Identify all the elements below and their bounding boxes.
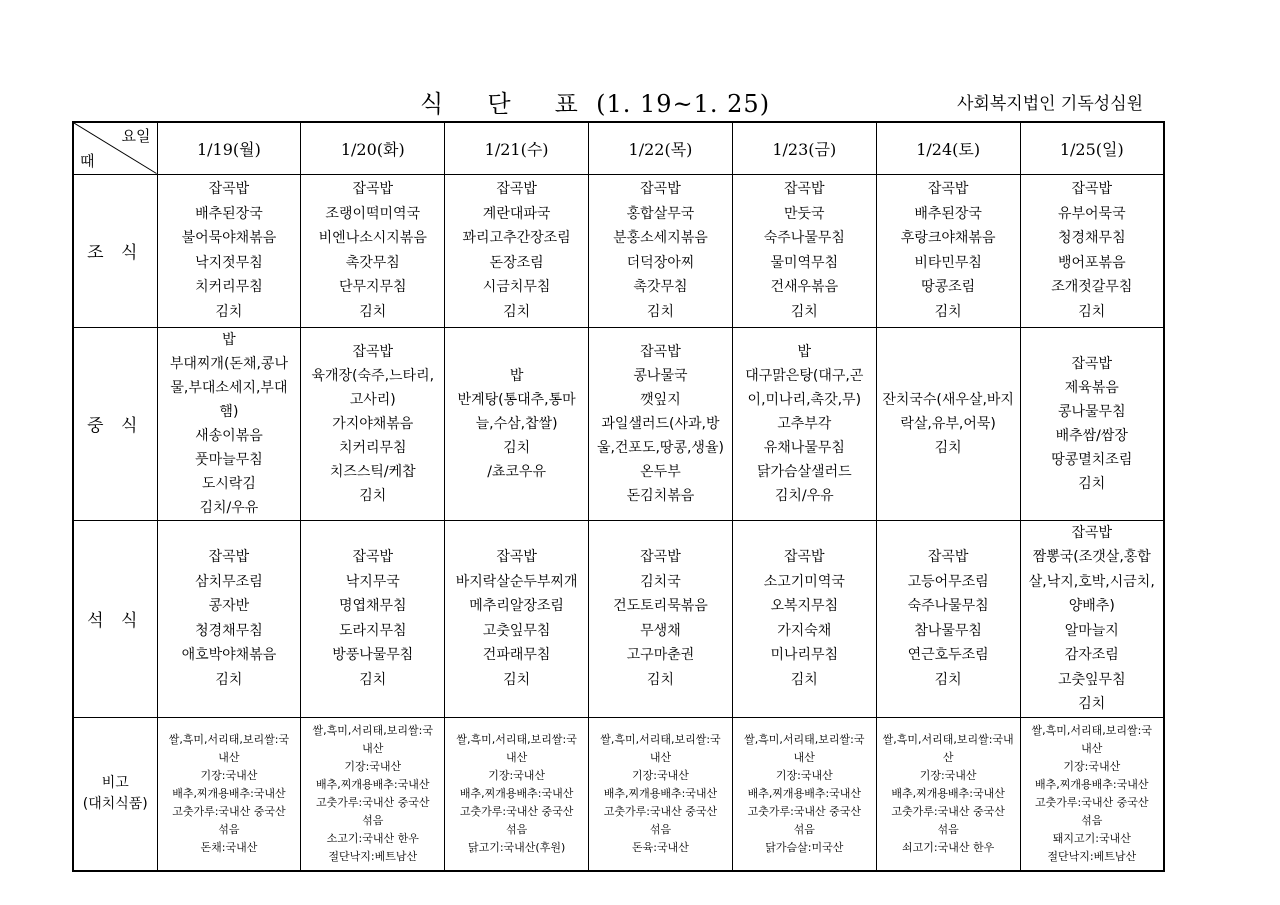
dish-line: 고춧잎무침 bbox=[1057, 671, 1126, 688]
dish-line: 무생채 bbox=[640, 622, 681, 639]
origin-line: 돈채:국내산 bbox=[200, 840, 258, 854]
menu-cell bbox=[1020, 327, 1164, 520]
dish-line: 잡곡밥 bbox=[352, 181, 394, 197]
origin-line: 닭가슴살:미국산 bbox=[765, 840, 844, 854]
dish-line: 김치 bbox=[934, 303, 962, 320]
menu-cell bbox=[1020, 520, 1164, 717]
origin-line: 절단낙지:베트남산 bbox=[1047, 849, 1137, 863]
dish-line: 살,낙지,호박,시금치, bbox=[1028, 573, 1155, 590]
dish-line: 잡곡밥 bbox=[208, 549, 250, 565]
dish-line: 울,건포도,땅콩,생율) bbox=[596, 439, 724, 456]
dish-line: 숙주나물무침 bbox=[763, 230, 845, 246]
menu-cell bbox=[876, 717, 1020, 871]
dish-line: 잔치국수(새우살,바지 bbox=[882, 391, 1014, 408]
dish-line: 땅콩조림 bbox=[921, 279, 976, 295]
dish-line: 건파래무침 bbox=[482, 647, 551, 663]
origin-line: 내산 bbox=[362, 741, 384, 755]
dish-line: 콩나물국 bbox=[633, 367, 688, 384]
origin-line: 소고기:국내산 한우 bbox=[326, 831, 419, 845]
dish-line: 알마늘지 bbox=[1064, 622, 1119, 639]
dish-line: 닭가슴살샐러드 bbox=[756, 463, 852, 480]
origin-line: 기장:국내산 bbox=[1063, 759, 1121, 773]
dish-line: 도시락김 bbox=[201, 475, 256, 492]
dish-line: 분홍소세지볶음 bbox=[613, 230, 708, 246]
menu-cell bbox=[1020, 174, 1164, 327]
dish-line: 촉갓무침 bbox=[633, 279, 688, 295]
dish-line: 육개장(숙주,느타리, bbox=[311, 367, 435, 384]
origin-line: 배추,찌개용배추:국내산 bbox=[891, 786, 1005, 800]
dish-line: 늘,수삼,찹쌀) bbox=[475, 415, 558, 432]
dish-line: 김치 bbox=[359, 671, 387, 688]
dish-line: 온두부 bbox=[640, 463, 681, 480]
dish-line: 잡곡밥 bbox=[352, 549, 394, 565]
origin-line: 고춧가루:국내산 중국산 bbox=[316, 795, 430, 809]
dish-line: 잡곡밥 bbox=[208, 181, 250, 197]
dish-line: 애호박야채볶음 bbox=[181, 647, 277, 663]
dish-line: 김치 bbox=[503, 671, 531, 688]
dish-line: 김치 bbox=[359, 303, 387, 320]
dish-line: 고사리) bbox=[349, 391, 396, 408]
origin-line: 고춧가루:국내산 중국산 bbox=[172, 804, 286, 818]
menu-cell bbox=[876, 520, 1020, 717]
origin-line: 쌀,흑미,서리태,보리쌀:국 bbox=[600, 732, 721, 746]
dish-line: 감자조림 bbox=[1064, 647, 1119, 663]
day-header: 1/22(목) bbox=[589, 122, 733, 174]
dish-line: 단무지무침 bbox=[338, 279, 407, 295]
dish-line: 밥 bbox=[797, 343, 812, 360]
dish-line: 새송이볶음 bbox=[195, 427, 263, 444]
origin-line: 내산 bbox=[505, 750, 528, 764]
origin-line: 고춧가루:국내산 중국산 bbox=[459, 804, 574, 818]
dish-line: 꽈리고추간장조림 bbox=[462, 230, 571, 246]
menu-cell bbox=[157, 520, 301, 717]
dish-line: 반계탕(통대추,통마 bbox=[457, 391, 576, 408]
dish-line: 김치 bbox=[790, 303, 818, 320]
origin-line: 고춧가루:국내산 중국산 bbox=[891, 804, 1005, 818]
dish-line: 풋마늘무침 bbox=[195, 451, 263, 468]
dish-line: 김치 bbox=[1078, 303, 1106, 320]
dish-line: 메추리알장조림 bbox=[469, 598, 564, 614]
menu-cell bbox=[876, 327, 1020, 520]
origin-line: 섞음 bbox=[218, 822, 240, 836]
origin-line: 쌀,흑미,서리태,보리쌀:국 bbox=[1031, 723, 1153, 737]
origin-line: 산 bbox=[942, 750, 954, 764]
dish-line: 햄) bbox=[219, 403, 239, 420]
menu-cell bbox=[1020, 717, 1164, 871]
breakfast-row bbox=[73, 174, 1164, 327]
dish-line: 미나리무침 bbox=[770, 647, 839, 663]
dish-line: 유채나물무침 bbox=[763, 439, 845, 456]
dish-line: 잡곡밥 bbox=[496, 549, 537, 565]
origin-line: 배추,찌개용배추:국내산 bbox=[1035, 777, 1149, 791]
dish-line: 잡곡밥 bbox=[784, 549, 825, 565]
dish-line: 잡곡밥 bbox=[1071, 355, 1113, 372]
corner-day-label: 요일 bbox=[121, 127, 151, 145]
origin-line: 배추,찌개용배추:국내산 bbox=[316, 777, 430, 791]
dish-line: 물미역무침 bbox=[770, 254, 839, 271]
origin-line: 섞음 bbox=[793, 822, 815, 836]
dish-line: 계란대파국 bbox=[482, 205, 551, 222]
dish-line: 치커리무침 bbox=[195, 279, 263, 295]
origin-line: 기장:국내산 bbox=[200, 768, 258, 782]
menu-cell bbox=[301, 717, 445, 871]
dish-line: 가지야채볶음 bbox=[332, 415, 414, 432]
dish-line: 땅콩멸치조림 bbox=[1051, 451, 1133, 468]
dish-line: 잡곡밥 bbox=[640, 549, 681, 565]
dinner-row bbox=[73, 520, 1164, 717]
dish-line: 숙주나물무침 bbox=[907, 598, 989, 614]
dish-line: 낙지젓무침 bbox=[195, 254, 263, 271]
dish-line: 물,부대소세지,부대 bbox=[170, 379, 288, 396]
dish-line: 돈장조림 bbox=[489, 254, 544, 271]
dish-line: 김치/우유 bbox=[774, 487, 834, 504]
dish-line: 배추쌈/쌈장 bbox=[1055, 427, 1128, 444]
dish-line: 소고기미역국 bbox=[763, 573, 845, 590]
origin-line: 배추,찌개용배추:국내산 bbox=[459, 786, 574, 800]
dish-line: 건도토리묵볶음 bbox=[613, 598, 708, 614]
dish-line: 김치 bbox=[359, 487, 387, 504]
dish-line: 대구맑은탕(대구,곤 bbox=[745, 367, 864, 384]
dish-line: 잡곡밥 bbox=[927, 549, 969, 565]
day-header-row bbox=[73, 122, 1164, 174]
dish-line: 김치 bbox=[503, 439, 531, 456]
dish-line: 치커리무침 bbox=[338, 439, 407, 456]
corner-meal-label: 때 bbox=[80, 151, 95, 170]
dish-line: 김치 bbox=[215, 671, 243, 688]
dish-line: 김치 bbox=[1078, 475, 1106, 492]
origin-line: 내산 bbox=[218, 750, 240, 764]
dish-line: 조랭이떡미역국 bbox=[325, 205, 421, 222]
dish-line: 이,미나리,촉갓,무) bbox=[747, 391, 862, 408]
dish-line: 바지락살순두부찌개 bbox=[455, 573, 578, 590]
dish-line: 촉갓무침 bbox=[345, 254, 400, 271]
origin-line: 닭고기:국내산(후원) bbox=[467, 840, 566, 854]
menu-cell bbox=[589, 520, 733, 717]
dish-line: 명엽채무침 bbox=[338, 598, 407, 614]
menu-cell bbox=[732, 327, 876, 520]
dish-line: 더덕장아찌 bbox=[626, 254, 695, 271]
dish-line: 시금치무침 bbox=[482, 279, 551, 295]
origin-line: 배추,찌개용배추:국내산 bbox=[172, 786, 286, 800]
dish-line: 연근호두조림 bbox=[907, 647, 989, 663]
origin-line: 내산 bbox=[793, 750, 815, 764]
dish-line: 깻잎지 bbox=[640, 391, 681, 408]
dish-line: 방풍나물무침 bbox=[332, 647, 414, 663]
remarks-row bbox=[73, 717, 1164, 871]
menu-cell bbox=[301, 327, 445, 520]
dish-line: 배추된장국 bbox=[914, 205, 982, 222]
dish-line: 가지숙채 bbox=[777, 622, 832, 639]
menu-cell bbox=[876, 174, 1020, 327]
dish-line: 락살,유부,어묵) bbox=[900, 415, 996, 432]
dish-line: 비타민무침 bbox=[914, 254, 982, 271]
menu-cell bbox=[589, 717, 733, 871]
dish-line: 후랑크야채볶음 bbox=[900, 230, 996, 246]
dish-line: 뱅어포볶음 bbox=[1057, 254, 1126, 271]
dish-line: 김치 bbox=[790, 671, 818, 688]
dish-line: 비엔나소시지볶음 bbox=[318, 230, 427, 246]
dish-line: 고추부각 bbox=[777, 415, 832, 432]
dish-line: 고구마춘권 bbox=[626, 647, 695, 663]
dish-line: /쵸코우유 bbox=[487, 463, 547, 480]
origin-line: 섞음 bbox=[362, 813, 384, 827]
row-label-breakfast: 조 식 bbox=[73, 174, 157, 327]
menu-cell bbox=[589, 327, 733, 520]
dish-line: 오복지무침 bbox=[770, 598, 839, 614]
dish-line: 잡곡밥 bbox=[784, 181, 825, 197]
origin-line: 절단낙지:베트남산 bbox=[328, 849, 418, 863]
origin-line: 쌀,흑미,서리태,보리쌀:국 bbox=[456, 732, 577, 746]
origin-line: 돈육:국내산 bbox=[632, 840, 689, 854]
dish-line: 김치 bbox=[646, 671, 674, 688]
row-label-remarks: 비고 (대치식품) bbox=[73, 717, 157, 871]
dish-line: 배추된장국 bbox=[195, 205, 263, 222]
dish-line: 유부어묵국 bbox=[1057, 205, 1126, 222]
dish-line: 도라지무침 bbox=[338, 622, 407, 639]
origin-line: 기장:국내산 bbox=[344, 759, 402, 773]
dish-line: 과일샐러드(사과,방 bbox=[601, 415, 720, 432]
dish-line: 제육볶음 bbox=[1064, 379, 1119, 396]
menu-cell bbox=[732, 174, 876, 327]
origin-line: 섞음 bbox=[937, 822, 959, 836]
origin-line: 고춧가루:국내산 중국산 bbox=[603, 804, 718, 818]
dish-line: 청경채무침 bbox=[1057, 230, 1126, 246]
menu-cell bbox=[445, 174, 589, 327]
origin-line: 기장:국내산 bbox=[488, 768, 546, 782]
menu-cell bbox=[157, 717, 301, 871]
menu-cell bbox=[445, 717, 589, 871]
day-header: 1/20(화) bbox=[301, 122, 445, 174]
dish-line: 홍합살무국 bbox=[626, 205, 695, 222]
dish-line: 밥 bbox=[222, 331, 236, 348]
dish-line: 양배추) bbox=[1068, 598, 1115, 614]
origin-line: 기장:국내산 bbox=[775, 768, 833, 782]
menu-cell bbox=[301, 520, 445, 717]
dish-line: 잡곡밥 bbox=[352, 343, 394, 360]
origin-line: 쌀,흑미,서리태,보리쌀:국 bbox=[168, 732, 290, 746]
dish-line: 밥 bbox=[509, 367, 524, 384]
origin-line: 쇠고기:국내산 한우 bbox=[902, 840, 995, 854]
dish-line: 김치 bbox=[934, 439, 962, 456]
origin-line: 배추,찌개용배추:국내산 bbox=[603, 786, 718, 800]
dish-line: 삼치무조림 bbox=[195, 573, 263, 590]
dish-line: 잡곡밥 bbox=[927, 181, 969, 197]
dish-line: 잡곡밥 bbox=[1071, 524, 1113, 541]
dish-line: 고등어무조림 bbox=[907, 573, 989, 590]
corner-cell bbox=[73, 122, 157, 174]
menu-table bbox=[72, 121, 1165, 872]
dish-line: 치즈스틱/케찹 bbox=[329, 463, 416, 480]
dish-line: 김치 bbox=[934, 671, 962, 688]
origin-line: 내산 bbox=[649, 750, 672, 764]
dish-line: 낙지무국 bbox=[345, 573, 400, 590]
dish-line: 불어묵야채볶음 bbox=[181, 230, 277, 246]
origin-line: 돼지고기:국내산 bbox=[1052, 831, 1131, 845]
menu-cell bbox=[157, 174, 301, 327]
dish-line: 김치 bbox=[1078, 696, 1106, 712]
day-header: 1/25(일) bbox=[1020, 122, 1164, 174]
menu-cell bbox=[157, 327, 301, 520]
lunch-row bbox=[73, 327, 1164, 520]
dish-line: 잡곡밥 bbox=[496, 181, 537, 197]
dish-line: 김치/우유 bbox=[199, 499, 259, 516]
origin-line: 내산 bbox=[1081, 741, 1103, 755]
dish-line: 건새우볶음 bbox=[770, 279, 839, 295]
dish-line: 돈김치볶음 bbox=[626, 487, 695, 504]
menu-cell bbox=[589, 174, 733, 327]
menu-cell bbox=[732, 520, 876, 717]
organization-name: 사회복지법인 기독성심원 bbox=[957, 94, 1144, 114]
day-header: 1/23(금) bbox=[732, 122, 876, 174]
origin-line: 쌀,흑미,서리태,보리쌀:국 bbox=[744, 732, 865, 746]
page-title: 식 단 표 (1. 19~1. 25) bbox=[420, 90, 771, 118]
menu-cell bbox=[445, 327, 589, 520]
day-header: 1/24(토) bbox=[876, 122, 1020, 174]
dish-line: 잡곡밥 bbox=[640, 343, 681, 360]
row-label-lunch: 중 식 bbox=[73, 327, 157, 520]
dish-line: 콩자반 bbox=[208, 598, 250, 614]
origin-line: 섞음 bbox=[649, 822, 672, 836]
menu-cell bbox=[445, 520, 589, 717]
dish-line: 김치국 bbox=[640, 573, 681, 590]
origin-line: 쌀,흑미,서리태,보리쌀:국 bbox=[312, 723, 433, 737]
dish-line: 조개젓갈무침 bbox=[1051, 279, 1133, 295]
day-header: 1/19(월) bbox=[157, 122, 301, 174]
menu-cell bbox=[732, 717, 876, 871]
dish-line: 김치 bbox=[503, 303, 531, 320]
dish-line: 잡곡밥 bbox=[640, 181, 681, 197]
dish-line: 김치 bbox=[646, 303, 674, 320]
menu-cell bbox=[301, 174, 445, 327]
dish-line: 짬뽕국(조갯살,홍합 bbox=[1032, 549, 1151, 565]
origin-line: 고춧가루:국내산 중국산 bbox=[747, 804, 862, 818]
day-header: 1/21(수) bbox=[445, 122, 589, 174]
dish-line: 참나물무침 bbox=[914, 622, 982, 639]
origin-line: 섞음 bbox=[505, 822, 528, 836]
origin-line: 기장:국내산 bbox=[632, 768, 689, 782]
dish-line: 고춧잎무침 bbox=[482, 622, 551, 639]
row-label-dinner: 석 식 bbox=[73, 520, 157, 717]
dish-line: 콩나물무침 bbox=[1057, 403, 1126, 420]
dish-line: 김치 bbox=[215, 303, 243, 320]
origin-line: 배추,찌개용배추:국내산 bbox=[747, 786, 862, 800]
dish-line: 만둣국 bbox=[784, 205, 825, 222]
origin-line: 쌀,흑미,서리태,보리쌀:국내 bbox=[882, 732, 1014, 746]
origin-line: 기장:국내산 bbox=[919, 768, 977, 782]
dish-line: 부대찌개(돈채,콩나 bbox=[169, 355, 288, 372]
dish-line: 잡곡밥 bbox=[1071, 181, 1113, 197]
dish-line: 청경채무침 bbox=[195, 622, 263, 639]
origin-line: 고춧가루:국내산 중국산 bbox=[1035, 795, 1149, 809]
origin-line: 섞음 bbox=[1081, 813, 1103, 827]
